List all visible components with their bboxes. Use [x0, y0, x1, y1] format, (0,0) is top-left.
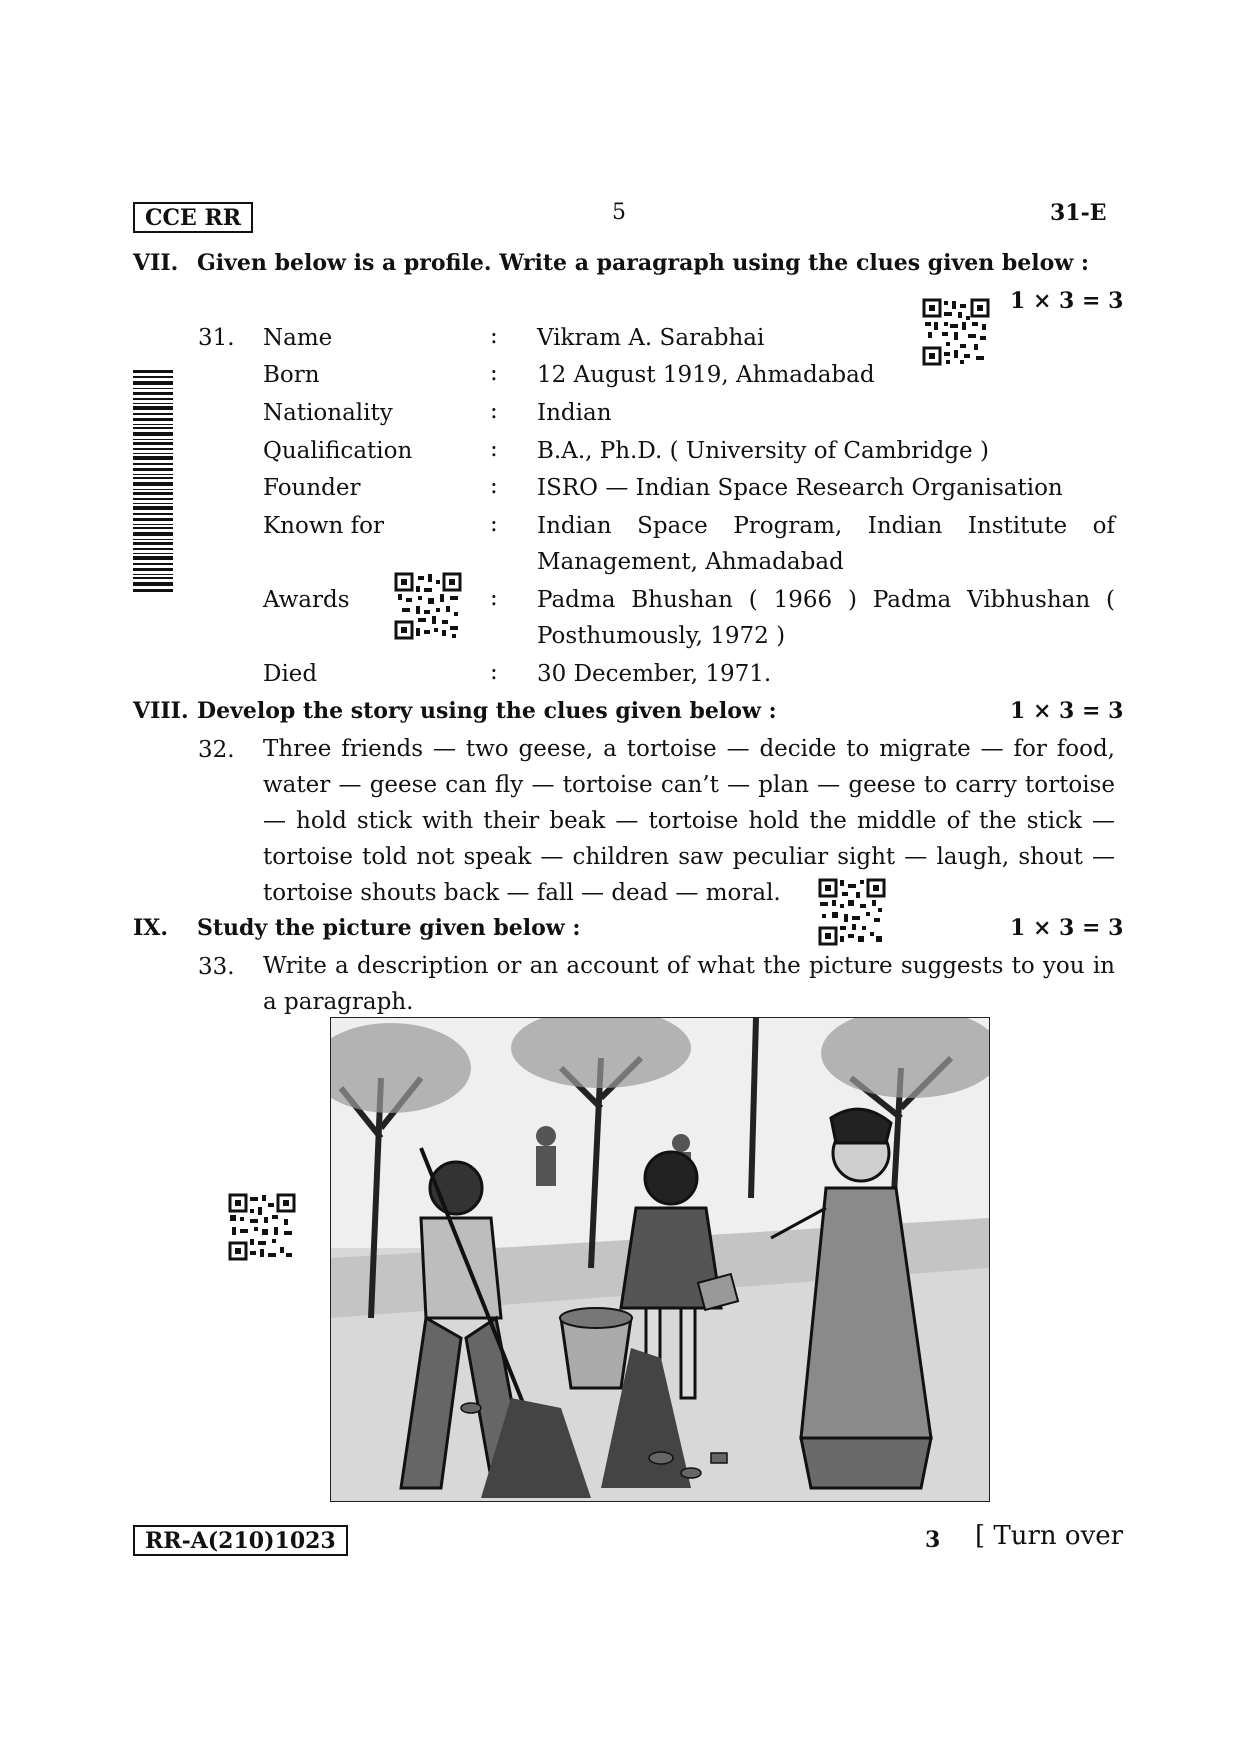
profile-colon: :: [490, 323, 498, 349]
section-viii-numeral: VIII.: [133, 698, 189, 724]
profile-field-awards: Awards: [263, 587, 350, 613]
question-31-number: 31.: [198, 325, 235, 351]
profile-field-qualification: Qualification: [263, 438, 413, 464]
sheet-number: 3: [925, 1527, 941, 1553]
profile-value-nationality: Indian: [537, 400, 612, 426]
profile-field-died: Died: [263, 661, 318, 687]
header-tag: CCE RR: [133, 202, 253, 233]
profile-colon: :: [490, 473, 498, 499]
profile-field-founder: Founder: [263, 475, 361, 501]
section-vii-numeral: VII.: [133, 250, 179, 276]
profile-value-name: Vikram A. Sarabhai: [537, 325, 765, 351]
profile-value-awards: Padma Bhushan ( 1966 ) Padma Vibhushan ( Posthumously, 1972 ): [537, 587, 1115, 649]
footer-code: RR-A(210)1023: [133, 1525, 348, 1556]
section-vii-title: Given below is a profile. Write a paragraph using the clues given below :: [197, 250, 1090, 276]
section-ix-marks: 1 × 3 = 3: [1010, 915, 1124, 941]
section-vii-marks: 1 × 3 = 3: [1010, 288, 1124, 314]
section-ix-title: Study the picture given below :: [197, 915, 581, 941]
profile-colon: :: [490, 398, 498, 424]
section-viii-marks: 1 × 3 = 3: [1010, 698, 1124, 724]
profile-field-known-for: Known for: [263, 513, 385, 539]
qr-code-icon: [228, 1193, 296, 1261]
qr-code-icon: [394, 572, 462, 640]
question-32-number: 32.: [198, 737, 235, 763]
section-ix-numeral: IX.: [133, 915, 169, 941]
profile-value-founder: ISRO — Indian Space Research Organisation: [537, 475, 1063, 501]
profile-value-known-for: Indian Space Program, Indian Institute of Management, Ahmadabad: [537, 513, 1115, 575]
profile-colon: :: [490, 585, 498, 611]
turn-over-label: [ Turn over: [975, 1521, 1124, 1551]
profile-colon: :: [490, 360, 498, 386]
picture-instruction: Write a description or an account of what the picture suggests to you in a paragraph.: [263, 953, 1115, 1015]
profile-field-name: Name: [263, 325, 333, 351]
profile-colon: :: [490, 436, 498, 462]
profile-colon: :: [490, 511, 498, 537]
qr-code-icon: [818, 878, 886, 946]
page-number: 5: [612, 200, 626, 225]
section-viii-title: Develop the story using the clues given below :: [197, 698, 777, 724]
profile-value-died: 30 December, 1971.: [537, 661, 772, 687]
profile-field-born: Born: [263, 362, 320, 388]
profile-value-qualification: B.A., Ph.D. ( University of Cambridge ): [537, 438, 989, 464]
profile-colon: :: [490, 659, 498, 685]
barcode-icon: [133, 370, 173, 592]
profile-value-born: 12 August 1919, Ahmadabad: [537, 362, 875, 388]
story-clues: Three friends — two geese, a tortoise — decide to migrate — for food, water — geese can fly — tortoise can’t — plan — geese to carry tortoise — hold stick with their beak — tortoise hold the middle of the stick — tortoise told not speak — children saw peculiar sight — laugh, shout — tortoise shouts back — fall — dead — moral.: [263, 736, 1115, 906]
question-33-number: 33.: [198, 954, 235, 980]
cleaning-scene-illustration: [330, 1017, 990, 1502]
paper-code: 31-E: [1050, 200, 1107, 226]
profile-field-nationality: Nationality: [263, 400, 393, 426]
